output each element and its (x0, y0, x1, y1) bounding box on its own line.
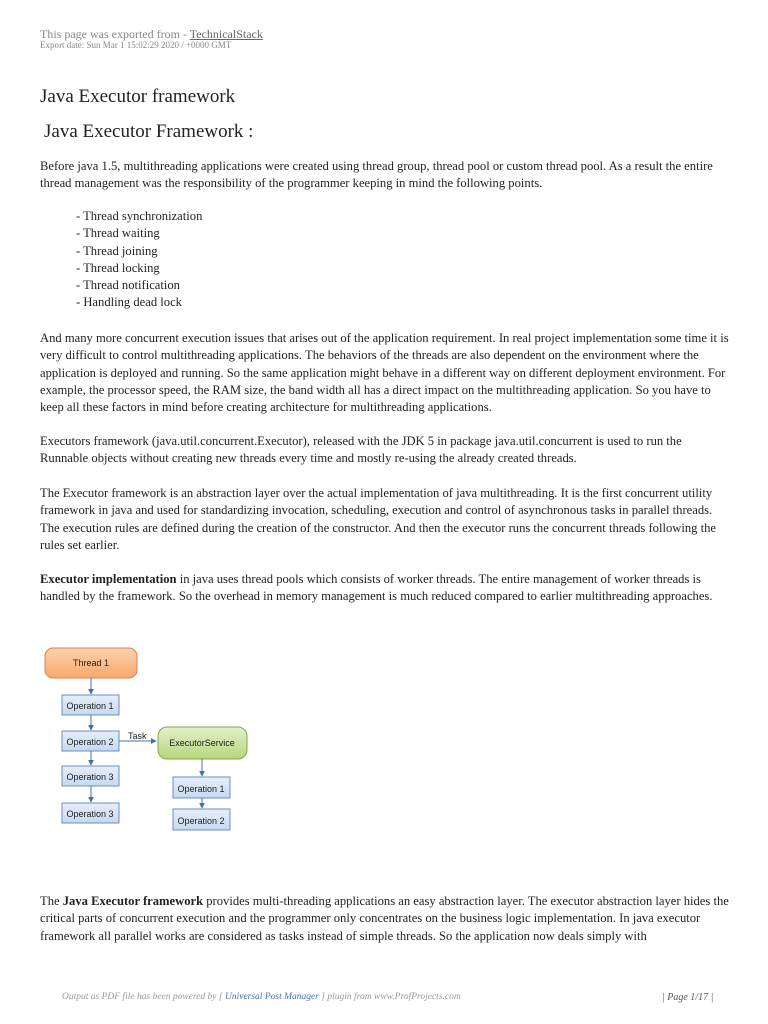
points-list (76, 208, 202, 312)
list-item: - Thread waiting (76, 226, 160, 241)
thread-label: Thread 1 (72, 658, 110, 668)
implementation-bold: Executor implementation (40, 572, 177, 586)
footer-prefix: Output as PDF file has been powered by [ (62, 992, 225, 1002)
export-date: Export date: Sun Mar 1 15:02:29 2020 / +0000 GMT (40, 40, 232, 50)
abstraction-paragraph: The Executor framework is an abstraction layer over the actual implementation of java multithreading. It is the first concurrent utility framework in java and used for standardizing invocation, scheduling, execution and control of asynchronous tasks in parallel threads. The execution rules are defined during the creation of the constructor. And then the executor runs the concurrent threads following the rules set earlier. (40, 486, 716, 552)
page-title: Java Executor framework (40, 86, 236, 107)
site-link[interactable]: TechnicalStack (189, 27, 263, 41)
left-operation-label: Operation 3 (66, 772, 114, 782)
final-prefix: The (40, 894, 63, 908)
left-operation-label: Operation 2 (66, 737, 114, 747)
list-item: - Handling dead lock (76, 295, 182, 310)
list-item: - Thread synchronization (76, 209, 203, 223)
final-text: provides multi-threading applications an easy abstraction layer. The executor abstraction layer hides the critical parts of concurrent execution and the programmer only concentrates on the business logic implementation. In java executor framework all parallel works are considered as tasks instead of simple threads. So the application now deals simply with (40, 894, 729, 943)
list-item: - Thread joining (76, 243, 158, 258)
intro-paragraph: Before java 1.5, multithreading applications were created using thread group, thread pool or custom thread pool. As a result the entire thread management was the responsibility of the programmer keeping in mind the following points. (40, 159, 713, 191)
plugin-link[interactable]: Universal Post Manager (224, 992, 319, 1002)
export-prefix: This page was exported from - (40, 27, 190, 41)
executors-paragraph: Executors framework (java.util.concurrent.Executor), released with the JDK 5 in package java.util.concurrent is used to run the Runnable objects without creating new threads every time and mostly re-using the already created threads. (40, 434, 682, 466)
section-heading: Java Executor Framework : (44, 121, 254, 142)
left-operation-label: Operation 3 (66, 809, 114, 819)
footer-credit (62, 992, 461, 1002)
footer-suffix: ] plugin from www.ProfProjects.com (318, 992, 461, 1002)
task-label: Task (128, 731, 147, 741)
final-paragraph (40, 893, 732, 945)
list-item: - Thread notification (76, 278, 180, 293)
implementation-paragraph (40, 571, 732, 606)
executor-diagram (40, 645, 260, 845)
list-item: - Thread locking (76, 260, 160, 275)
left-operation-label: Operation 1 (66, 701, 114, 711)
page-number: | Page 1/17 | (662, 992, 714, 1003)
final-bold: Java Executor framework (62, 894, 204, 908)
right-operation-label: Operation 1 (177, 784, 225, 794)
right-operation-label: Operation 2 (177, 816, 225, 826)
concurrent-paragraph: And many more concurrent execution issues that arises out of the application requirement. In real project implementation some time it is very difficult to control multithreading applications. The behaviors of the threads are also dependent on the environment where the application is deployed and running. So the same application might behave in a different way on different deployment environment. For example, the processor speed, the RAM size, the band width all has a direct impact on the multithreading application. So you have to keep all these factors in mind before creating architecture for multithreading applications. (40, 331, 729, 415)
implementation-text: in java uses thread pools which consists of worker threads. The entire management of worker threads is handled by the framework. So the overhead in memory management is much reduced compared to earlier multithreading approaches. (40, 572, 713, 604)
executor-service-label: ExecutorService (169, 738, 235, 748)
